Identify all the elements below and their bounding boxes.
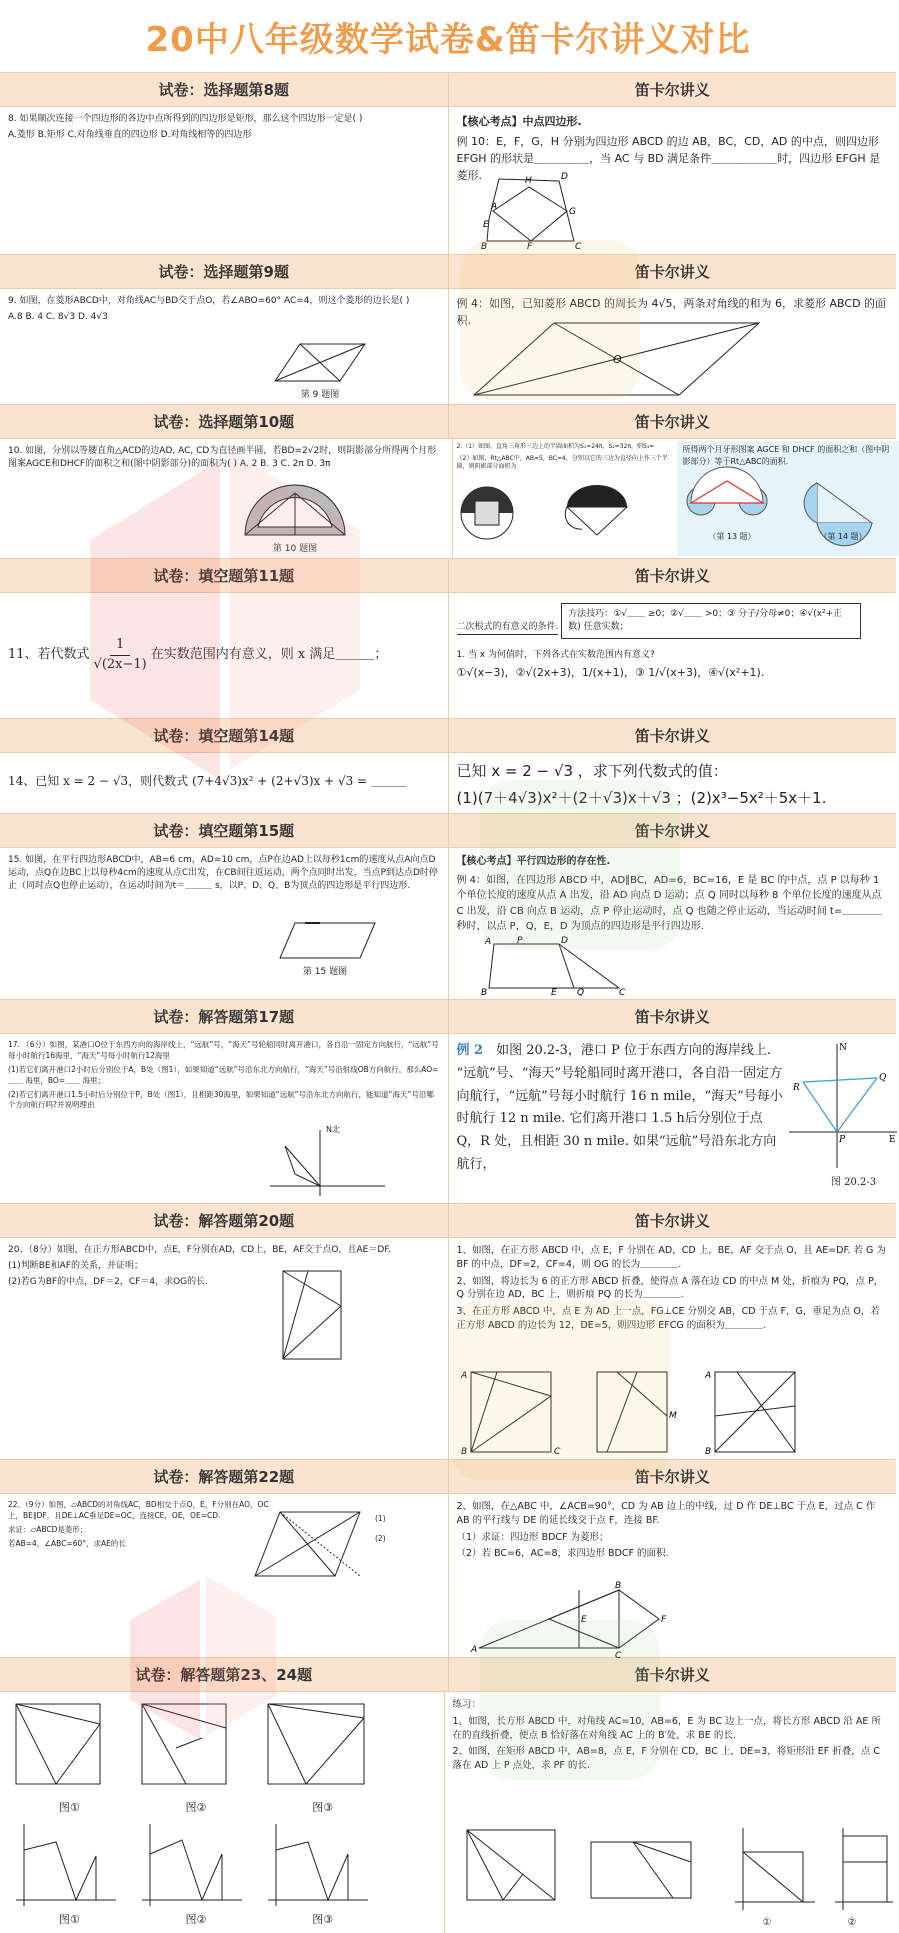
question-text: 10. 如图，分别以等腰直角△ACD的边AD, AC, CD为直径画半圆，若BD=2√2时，则阴影部分所得两个月形图案AGCE和DHCF的面积之和(图中阴影部分)的面积为( ) A. 2 B. 3 C. 2π D. 3π [8,446,437,470]
question-text: 15. 如图，在平行四边形ABCD中，AB=6 cm，AD=10 cm，点P在边AD上以每秒1cm的速度从点A向点D运动，点Q在边BC上以每秒4cm的速度从点C出发，在CB间往返运动，两个点同时出发，当点P到达点D时停止（同时点Q也停止运动），在运动时间为t＝＿＿＿ s，以P、D、Q、B为顶点的四边形是平行四边形. [8,855,438,892]
left-header: 试卷：填空题第15题 [0,814,449,847]
question-text: 8. 如果顺次连接一个四边形的各边中点所得到的四边形是矩形，那么这个四边形一定是( ) [8,114,363,124]
svg-text:R: R [792,1083,800,1093]
right-header: 笛卡尔讲义 [634,1008,710,1026]
figure-caption: （第 13 题） [708,532,756,542]
left-header: 试卷：解答题第17题 [0,1000,449,1033]
coordinate-fold-figures [6,1820,386,1910]
svg-text:Q: Q [576,988,584,998]
left-header: 试卷：填空题第14题 [0,719,449,752]
core-point: 【核心考点】平行四边形的存在性. [456,856,611,867]
right-header: 笛卡尔讲义 [634,567,710,585]
fraction [94,636,147,675]
question-options: A.8 B. 4 C. 8√3 D. 4√3 [8,312,108,323]
right-header: 笛卡尔讲义 [634,822,710,840]
figure-caption: 图 20.2-3 [830,1177,877,1188]
core-point: 【核心考点】中点四边形. [456,115,582,128]
svg-text:E: E [482,220,489,230]
svg-text:F: F [660,1615,666,1625]
right-header: 笛卡尔讲义 [634,1212,710,1230]
left-header: 试卷：解答题第20题 [0,1204,449,1237]
section-q23-24 [0,1657,896,1933]
question-text: 17. （6分）如图，某港口O位于东西方向的海岸线上，“远航”号，“海天”号轮船同时离开港口，各自沿一固定方向航行，“远航”号每小时航行16海里，“海天”号每小时航行12海里 [8,1040,439,1060]
exercise-text: 2、如图，将边长为 6 的正方形 ABCD 折叠，使得点 A 落在边 CD 的中点 M 处，折痕为 PQ，点 P，Q 分别在边 AD，BC 上，则折痕 PQ 的长为＿＿＿＿. [456,1275,884,1301]
question-text: 20、（8分）如图，在正方形ABCD中，点E，F分别在AD，CD上，BE，AF交于点O，且AE＝DF. [8,1245,391,1255]
svg-text:D: D [560,936,568,946]
right-header: 笛卡尔讲义 [634,1468,710,1486]
question-part: (2)若G为BF的中点，DF＝2，CF＝4，求OG的长. [8,1277,209,1288]
exercise-text: 3、在正方形 ABCD 中，点 E 为 AD 上一点，FG⊥CE 分别交 AB，CD 于点 F，G，垂足为点 O，若正方形 ABCD 的边长为 12，DE=5，则四边形 EFCG 的面积为＿＿＿＿. [456,1306,880,1331]
exercise-text: 1、如图，在正方形 ABCD 中，点 E，F 分别在 AD，CD 上，BE，AF 交于点 O，且 AE=DF. 若 G 为 BF 的中点，DF=2，CF=4，则 OG 的长为＿＿＿＿. [456,1245,886,1270]
square-figure [278,1266,348,1366]
panel-text: 所得两个月牙形图案 AGCE 和 DHCF 的面积之和（图中阴影部分）等于Rt△ABC的面积. [682,445,890,466]
practice-label: 练习： [452,1699,482,1710]
section-q15 [0,813,896,999]
port-diagram [789,1040,899,1170]
right-header: 笛卡尔讲义 [634,413,710,431]
figure-caption: 图③ [312,1801,334,1814]
rhombus-figure [270,339,380,389]
left-header: 试卷：解答题第23、24题 [0,1658,449,1691]
trapezoid-figure [479,936,629,996]
svg-text:Q: Q [878,1073,886,1083]
figure-caption: 图① [58,1913,80,1926]
part-mark: (2) [375,1534,386,1543]
page-title: 20中八年级数学试卷&笛卡尔讲义对比 [145,19,751,60]
svg-text:E: E [550,988,557,998]
right-header: 笛卡尔讲义 [634,81,710,99]
svg-text:A: A [704,1371,711,1381]
section-q22 [0,1459,896,1661]
method-box [561,603,861,639]
example-body: 如图 20.2-3，港口 P 位于东西方向的海岸线上. “远航”号、“海天”号轮船同时离开港口，各自沿一固定方向航行，“远航”号每小时航行 16 n mile，“海天”号每小时航行 12 n mile. 它们离开港口 1.5 h后分别位于点 Q，R 处，且相距 30 n mile. 如果“远航”号沿东北方向航行， [456,1043,783,1172]
svg-text:A: A [490,202,497,212]
svg-text:A: A [484,937,491,947]
svg-text:O: O [612,353,622,366]
exercise-text: 2、如图，在矩形 ABCD 中，AB=8，点 E，F 分别在 CD，BC 上，DE=3，将矩形沿 EF 折叠，点 C 落在 AD 上 P 点处，求 PF 的长. [452,1746,880,1772]
exercise-text: 2、如图，在△ABC 中，∠ACB=90°，CD 为 AB 边上的中线，过 D 作 DE⊥BC 于点 E，过点 C 作 AB 的平行线与 DE 的延长线交于点 F，连接 BF. [456,1501,876,1526]
svg-text:A: A [460,1371,467,1381]
exercise-text: 1. 当 x 为何值时，下列各式在实数范围内有意义? [456,650,655,661]
svg-text:C: C [553,1447,560,1457]
exercise-options: ①√(x−3)，②√(2x+3)，1/(x+1)，③ 1/√(x+3)，④√(x²+1). [456,666,765,680]
figure-caption: （第 14 题） [819,532,867,542]
svg-text:C: C [614,1651,621,1661]
topic-text: 二次根式的有意义的条件. [457,621,559,635]
highlight-panel [677,441,899,556]
right-header: 笛卡尔讲义 [634,1666,710,1684]
question-options: A.菱形 B.矩形 C.对角线垂直的四边形 D.对角线相等的四边形 [8,130,252,141]
figure-caption: 第 15 题图 [302,967,348,977]
svg-text:N: N [838,1043,847,1053]
exercise-part: （1）求证：四边形 BDCF 为菱形； [456,1531,609,1543]
square-exercise-figures [457,1366,897,1456]
left-header: 试卷：选择题第8题 [0,73,449,106]
figure-caption: 图② [185,1913,207,1926]
question-text: 14、已知 x = 2 − √3，则代数式 (7+4√3)x² + (2+√3)x + √3 = ＿＿＿ [8,773,407,788]
rectangle-fold-figures [453,1822,893,1914]
svg-text:E: E [580,1615,587,1625]
question-part: (1)判断BE和AF的关系，并证明； [8,1261,143,1272]
rhombus-figure [469,317,769,401]
svg-text:G: G [568,207,576,217]
question-text: (2)若它们离开港口1.5小时后分别位于P，B处（图1），且相距30海里，如果知道“远航”号沿东北方向航行，能知道“海天”号沿哪个方向航行吗?并说明理由 [8,1089,434,1110]
question-part: 求证：▱ABCD是菱形； [8,1524,88,1534]
section-q9 [0,254,896,404]
right-header: 笛卡尔讲义 [634,263,710,281]
exercise-part: （2）若 BC=6，AC=8，求四边形 BDCF 的面积. [456,1548,669,1560]
parallelogram-diagonal-figure [250,1504,370,1584]
part-mark: (1) [375,1514,386,1523]
svg-text:P: P [838,1135,845,1145]
svg-text:B: B [614,1581,621,1591]
north-label: N北 [326,1125,340,1134]
example-text: (1)(7＋4√3)x²＋(2＋√3)x＋√3 ；(2)x³−5x²＋5x＋1. [456,789,827,807]
svg-text:P: P [516,936,522,946]
question-part: 若AB=4，∠ABC=60°，求AE的长 [8,1538,126,1548]
section-q17 [0,999,896,1203]
svg-text:B: B [480,242,487,252]
left-header: 试卷：填空题第11题 [0,559,449,592]
figure-caption: ② [847,1917,857,1928]
example-text: 已知 x = 2 − √3 ，求下列代数式的值： [456,762,728,780]
figure-caption: ① [762,1917,772,1928]
exercise-text: （2）如图，Rt△ABC中，AB=5，BC=4，分别以它的三边为直径向上作三个半圆，则阴影部分面积为 [456,454,668,471]
left-header: 试卷：选择题第10题 [0,405,449,438]
svg-text:B: B [460,1447,467,1457]
exercise-text: 2.（1）如图，直角三角形三边上的半圆面积为S₁=24π，S₂=32π，则S₃= [456,443,655,450]
method-text: 方法技巧：①√＿＿ ≥0；②√＿＿ >0；③ 分子/分母≠0；④√(x²+正数) 任意实数； [568,609,843,633]
question-text: 11、若代数式 [8,647,90,663]
question-text: 在实数范围内有意义，则 x 满足＿＿＿； [150,647,388,663]
svg-text:M: M [668,1411,677,1421]
left-header: 试卷：选择题第9题 [0,255,449,288]
question-text: 22、（9分）如图，▱ABCD的对角线AC，BD相交于点O，E，F分别在AO，OC上，BE∥DF，且DE⊥AC垂足DE=OC，连接CE，OE，OE=CD. [8,1500,269,1520]
fold-square-figures [6,1698,386,1798]
example-label: 例 2 [456,1043,484,1058]
figure-caption: 图② [185,1801,207,1814]
figure-caption: 图③ [312,1913,334,1926]
figure-caption: 图① [58,1801,80,1814]
compass-figure [270,1126,390,1198]
svg-text:C: C [574,242,581,252]
right-header: 笛卡尔讲义 [634,727,710,745]
example-text: 例 10：E，F，G，H 分别为四边形 ABCD 的边 AB，BC，CD，AD 的中点，则四边形 EFGH 的形状是＿＿＿＿＿，当 AC 与 BD 满足条件＿＿＿＿＿＿时，四边形 EFGH 是菱形. [456,135,881,183]
example-text [457,1040,787,1177]
section-q8 [0,72,896,254]
svg-text:B: B [704,1447,711,1457]
svg-text:A: A [470,1645,477,1655]
question-text: 9. 如图，在菱形ABCD中，对角线AC与BD交于点O，若∠ABO=60° AC=4，则这个菱形的边长是( ) [8,296,410,306]
rhombus-triangle-figure [469,1581,669,1661]
semicircle-figure [240,485,350,541]
parallelogram-figure [280,918,380,963]
svg-text:C: C [618,988,625,998]
section-q20 [0,1203,896,1459]
figure-caption: 第 9 题图 [300,390,340,400]
svg-text:E: E [888,1135,896,1145]
svg-text:H: H [524,176,532,186]
svg-text:B: B [480,988,487,998]
fraction-numerator: 1 [110,636,130,656]
section-q14 [0,718,896,813]
section-q11 [0,558,896,718]
exercise-text: 1、如图，长方形 ABCD 中，对角线 AC=10，AB=6，E 为 BC 边上一点，将长方形 ABCD 沿 AE 所在的直线折叠，使点 B 恰好落在对角线 AC 上的 B′处，求 BE 的长. [452,1715,881,1741]
midpoint-quadrilateral-figure [479,169,589,251]
left-header: 试卷：解答题第22题 [0,1460,449,1493]
moon-shape-figure [677,473,899,533]
fraction-denominator: √(2x−1) [93,657,147,672]
example-text: 例 4：如图，已知菱形 ABCD 的周长为 4√5，两条对角线的和为 6，求菱形 ABCD 的面积. [456,297,887,328]
example-text: 例 4：如图，在四边形 ABCD 中，AD∥BC，AD=6，BC=16，E 是 BC 的中点，点 P 以每秒 1 个单位长度的速度从点 A 出发，沿 AD 向点 D 运动；点 Q 同时以每秒 8 个单位长度的速度从点 C 出发，沿 CB 向点 B 运动，点 P 停止运动时，点 Q 也随之停止运动，当运动时间 t=＿＿＿＿秒时，以点 P，Q，E，D 为顶点的四边形是平行四边形. [456,874,883,932]
half-circle-exercise-figure [457,477,677,547]
svg-text:D: D [560,172,568,182]
figure-caption: 第 10 题图 [272,544,318,554]
question-text: (1)若它们离开港口2小时后分别位于A，B处（图1），如果知道“远航”号沿东北方向航行，“海天”号沿射线OB方向航行，那么AO=＿＿ 海里，BO=＿＿ 海里； [8,1064,439,1085]
svg-text:F: F [526,242,532,252]
section-q10 [0,404,896,558]
